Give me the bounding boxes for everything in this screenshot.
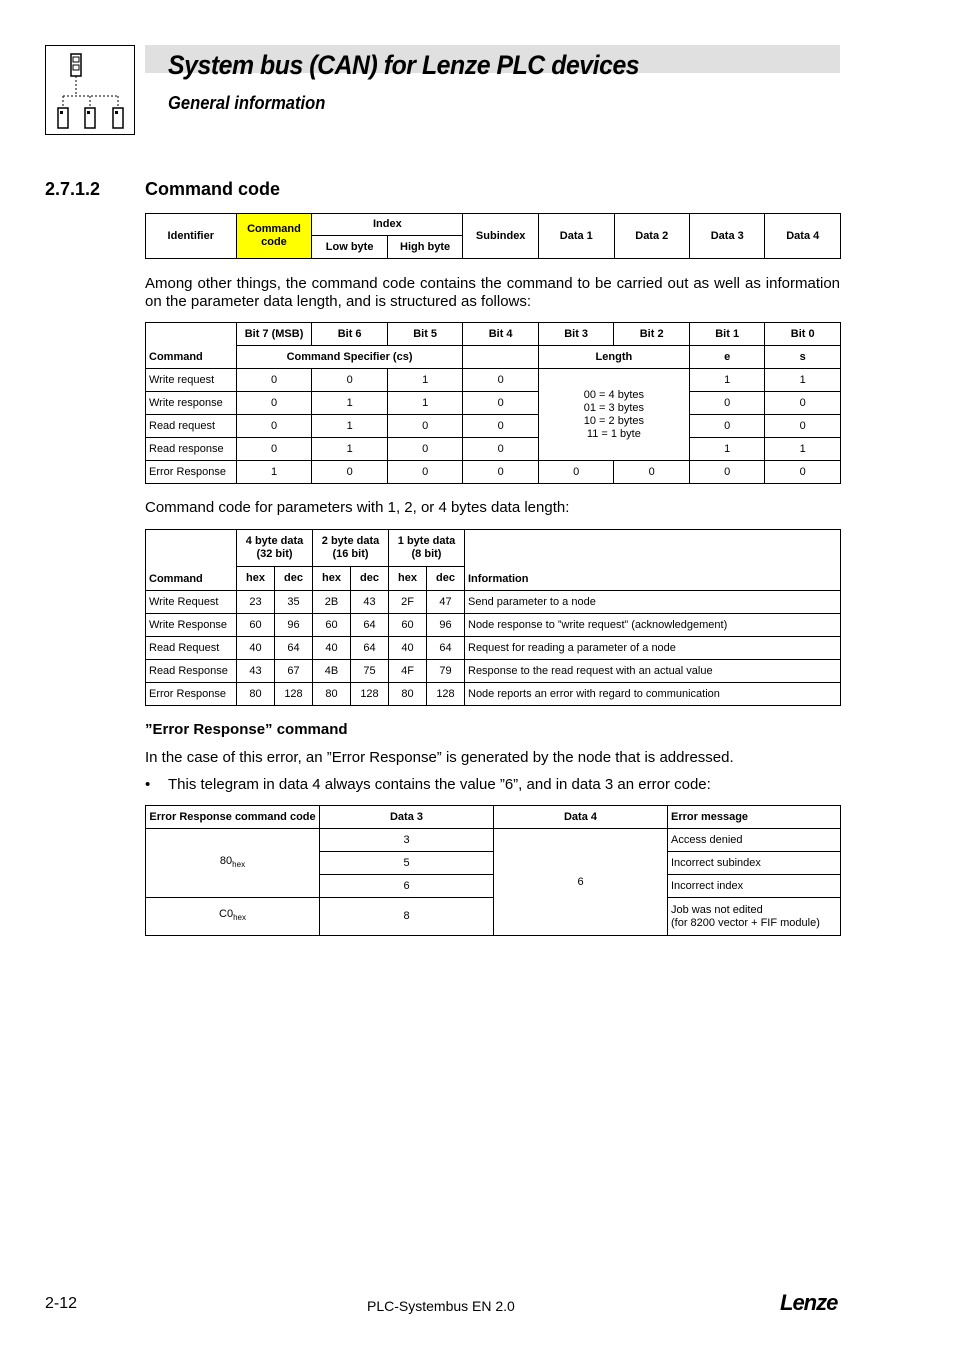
hex-header: hex [313, 567, 351, 591]
bit-value: 1 [689, 438, 765, 461]
data3-value: 8 [320, 898, 494, 936]
command-name: Write Request [146, 591, 237, 614]
code-value: 35 [275, 591, 313, 614]
bit-header: Bit 0 [765, 323, 841, 346]
bit-table [145, 322, 841, 484]
code-value: 2B [313, 591, 351, 614]
index-header: Index [312, 214, 463, 236]
bit-value: 1 [689, 369, 765, 392]
bit-value: 0 [765, 461, 841, 484]
length-value: 11 = 1 byte [586, 427, 641, 440]
length-header: Length [538, 346, 689, 369]
bit-value: 0 [538, 461, 614, 484]
dec-header: dec [427, 567, 465, 591]
error-code-header: Error Response command code [146, 806, 320, 829]
identifier-header: Identifier [146, 214, 237, 259]
bit-value: 0 [463, 461, 539, 484]
subindex-header: Subindex [463, 214, 539, 259]
bit-header: Bit 3 [538, 323, 614, 346]
data2-header: Data 2 [614, 214, 689, 259]
section-title: Command code [145, 179, 281, 199]
brand-logo: Lenze [780, 1290, 838, 1315]
length-value: 00 = 4 bytes [583, 388, 645, 401]
data3-value: 3 [320, 829, 494, 852]
code-value: 60 [313, 614, 351, 637]
bit-value: 0 [765, 415, 841, 438]
bit-value: 1 [765, 438, 841, 461]
e-header: e [689, 346, 765, 369]
code-value: 60 [389, 614, 427, 637]
command-header: Command [146, 530, 237, 591]
length-value: 10 = 2 bytes [583, 414, 645, 427]
command-name: Error Response [146, 461, 237, 484]
code-value: 96 [427, 614, 465, 637]
bit-value: 0 [463, 415, 539, 438]
s-header: s [765, 346, 841, 369]
bullet-icon: • [145, 776, 151, 793]
bit-header: Bit 2 [614, 323, 690, 346]
bit-header: Bit 4 [463, 323, 539, 346]
code-value: 80 [237, 683, 275, 706]
intro-paragraph: Among other things, the command code contains the command to be carried out as well as information on the parameter data length, and is structured as follows: [145, 275, 840, 310]
bit-value: 0 [312, 461, 388, 484]
page-number: 2-12 [45, 1295, 78, 1312]
code-value: 96 [275, 614, 313, 637]
cs-header: Command Specifier (cs) [236, 346, 463, 369]
byte4-header: 4 byte data (32 bit) [237, 530, 313, 567]
bit-value: 1 [236, 461, 312, 484]
bit-value: 0 [765, 392, 841, 415]
code-value: 23 [237, 591, 275, 614]
bit-value: 0 [387, 438, 463, 461]
bit-value: 1 [312, 392, 388, 415]
data1-header: Data 1 [539, 214, 614, 259]
command-name: Read response [146, 438, 237, 461]
code-value: 128 [351, 683, 389, 706]
command-header: Command [146, 323, 237, 369]
code-value: 40 [313, 637, 351, 660]
code-value: 128 [275, 683, 313, 706]
information-header: Information [465, 530, 841, 591]
command-name: Read Request [146, 637, 237, 660]
bit-value: 0 [236, 369, 312, 392]
page-title: System bus (CAN) for Lenze PLC devices [168, 50, 640, 80]
bit-header: Bit 7 (MSB) [236, 323, 312, 346]
data3-value: 5 [320, 852, 494, 875]
code-value: 67 [275, 660, 313, 683]
data4-header: Data 4 [494, 806, 668, 829]
code-value: 40 [389, 637, 427, 660]
bit-value: 0 [463, 369, 539, 392]
code-value: 2F [389, 591, 427, 614]
data3-value: 6 [320, 875, 494, 898]
bit-value: 1 [765, 369, 841, 392]
bit-value: 0 [463, 392, 539, 415]
bit-header: Bit 5 [387, 323, 463, 346]
error-message-header: Error message [668, 806, 841, 829]
code-value: 80 [313, 683, 351, 706]
bit-header: Bit 6 [312, 323, 388, 346]
information-cell: Send parameter to a node [465, 591, 841, 614]
length-value: 01 = 3 bytes [583, 401, 645, 414]
dec-header: dec [275, 567, 313, 591]
command-name: Read request [146, 415, 237, 438]
error-message: Incorrect index [668, 875, 841, 898]
bit-value: 0 [312, 369, 388, 392]
chapter-logo [45, 45, 135, 135]
code-value: 47 [427, 591, 465, 614]
data4-header: Data 4 [765, 214, 841, 259]
error-message: Job was not edited (for 8200 vector + FIF module) [668, 898, 841, 936]
bit-value: 0 [387, 461, 463, 484]
hex-header: hex [389, 567, 427, 591]
command-name: Write request [146, 369, 237, 392]
code-value: 4B [313, 660, 351, 683]
code-value: 43 [237, 660, 275, 683]
error-message: Incorrect subindex [668, 852, 841, 875]
information-cell: Node response to ”write request” (acknowledgement) [465, 614, 841, 637]
code-value: 64 [351, 614, 389, 637]
bit-value: 0 [236, 438, 312, 461]
information-cell: Response to the read request with an actual value [465, 660, 841, 683]
bit-value: 1 [312, 438, 388, 461]
bit-value: 1 [387, 369, 463, 392]
code-value: 64 [427, 637, 465, 660]
error-table [145, 805, 841, 936]
byte2-header: 2 byte data (16 bit) [313, 530, 389, 567]
bit-value: 1 [312, 415, 388, 438]
page-subtitle: General information [168, 93, 326, 113]
hex-header: hex [237, 567, 275, 591]
error-code-cell: $80_{hex}$ [146, 829, 320, 898]
bit-value: 1 [387, 392, 463, 415]
code-value: 40 [237, 637, 275, 660]
bit-value: 0 [236, 392, 312, 415]
command-name: Error Response [146, 683, 237, 706]
information-cell: Node reports an error with regard to communication [465, 683, 841, 706]
bit-value: 0 [689, 415, 765, 438]
code-value: 4F [389, 660, 427, 683]
section-number: 2.7.1.2 [45, 179, 101, 199]
command-code-header: Command code [236, 214, 312, 259]
code-value: 75 [351, 660, 389, 683]
command-name: Write Response [146, 614, 237, 637]
command-name: Read Response [146, 660, 237, 683]
code-value: 60 [237, 614, 275, 637]
code-table [145, 529, 841, 706]
information-cell: Request for reading a parameter of a node [465, 637, 841, 660]
error-paragraph: In the case of this error, an ”Error Response” is generated by the node that is addressed. [145, 749, 734, 766]
bit-header: Bit 1 [689, 323, 765, 346]
code-value: 64 [351, 637, 389, 660]
byte1-header: 1 byte data (8 bit) [389, 530, 465, 567]
error-code-cell: $C0_{hex}$ [146, 898, 320, 936]
code-value: 64 [275, 637, 313, 660]
document-id: PLC-Systembus EN 2.0 [367, 1298, 515, 1314]
bit-value: 0 [689, 461, 765, 484]
error-message: Access denied [668, 829, 841, 852]
bit-value: 0 [236, 415, 312, 438]
high-byte-header: High byte [387, 236, 462, 259]
code-value: 43 [351, 591, 389, 614]
code-paragraph: Command code for parameters with 1, 2, or 4 bytes data length: [145, 499, 570, 516]
data3-header: Data 3 [690, 214, 765, 259]
data4-value: 6 [494, 829, 668, 936]
code-value: 80 [389, 683, 427, 706]
low-byte-header: Low byte [312, 236, 387, 259]
code-value: 128 [427, 683, 465, 706]
dec-header: dec [351, 567, 389, 591]
error-heading: ”Error Response” command [145, 721, 348, 738]
bit-value: 0 [689, 392, 765, 415]
empty-cell [463, 346, 539, 369]
bullet-text: This telegram in data 4 always contains the value ”6”, and in data 3 an error code: [168, 776, 711, 793]
bit-value: 0 [387, 415, 463, 438]
bit-value: 0 [614, 461, 690, 484]
command-name: Write response [146, 392, 237, 415]
network-diagram-icon [46, 46, 134, 134]
frame-table [145, 213, 841, 259]
length-values [538, 369, 689, 461]
bit-value: 0 [463, 438, 539, 461]
data3-header: Data 3 [320, 806, 494, 829]
code-value: 79 [427, 660, 465, 683]
